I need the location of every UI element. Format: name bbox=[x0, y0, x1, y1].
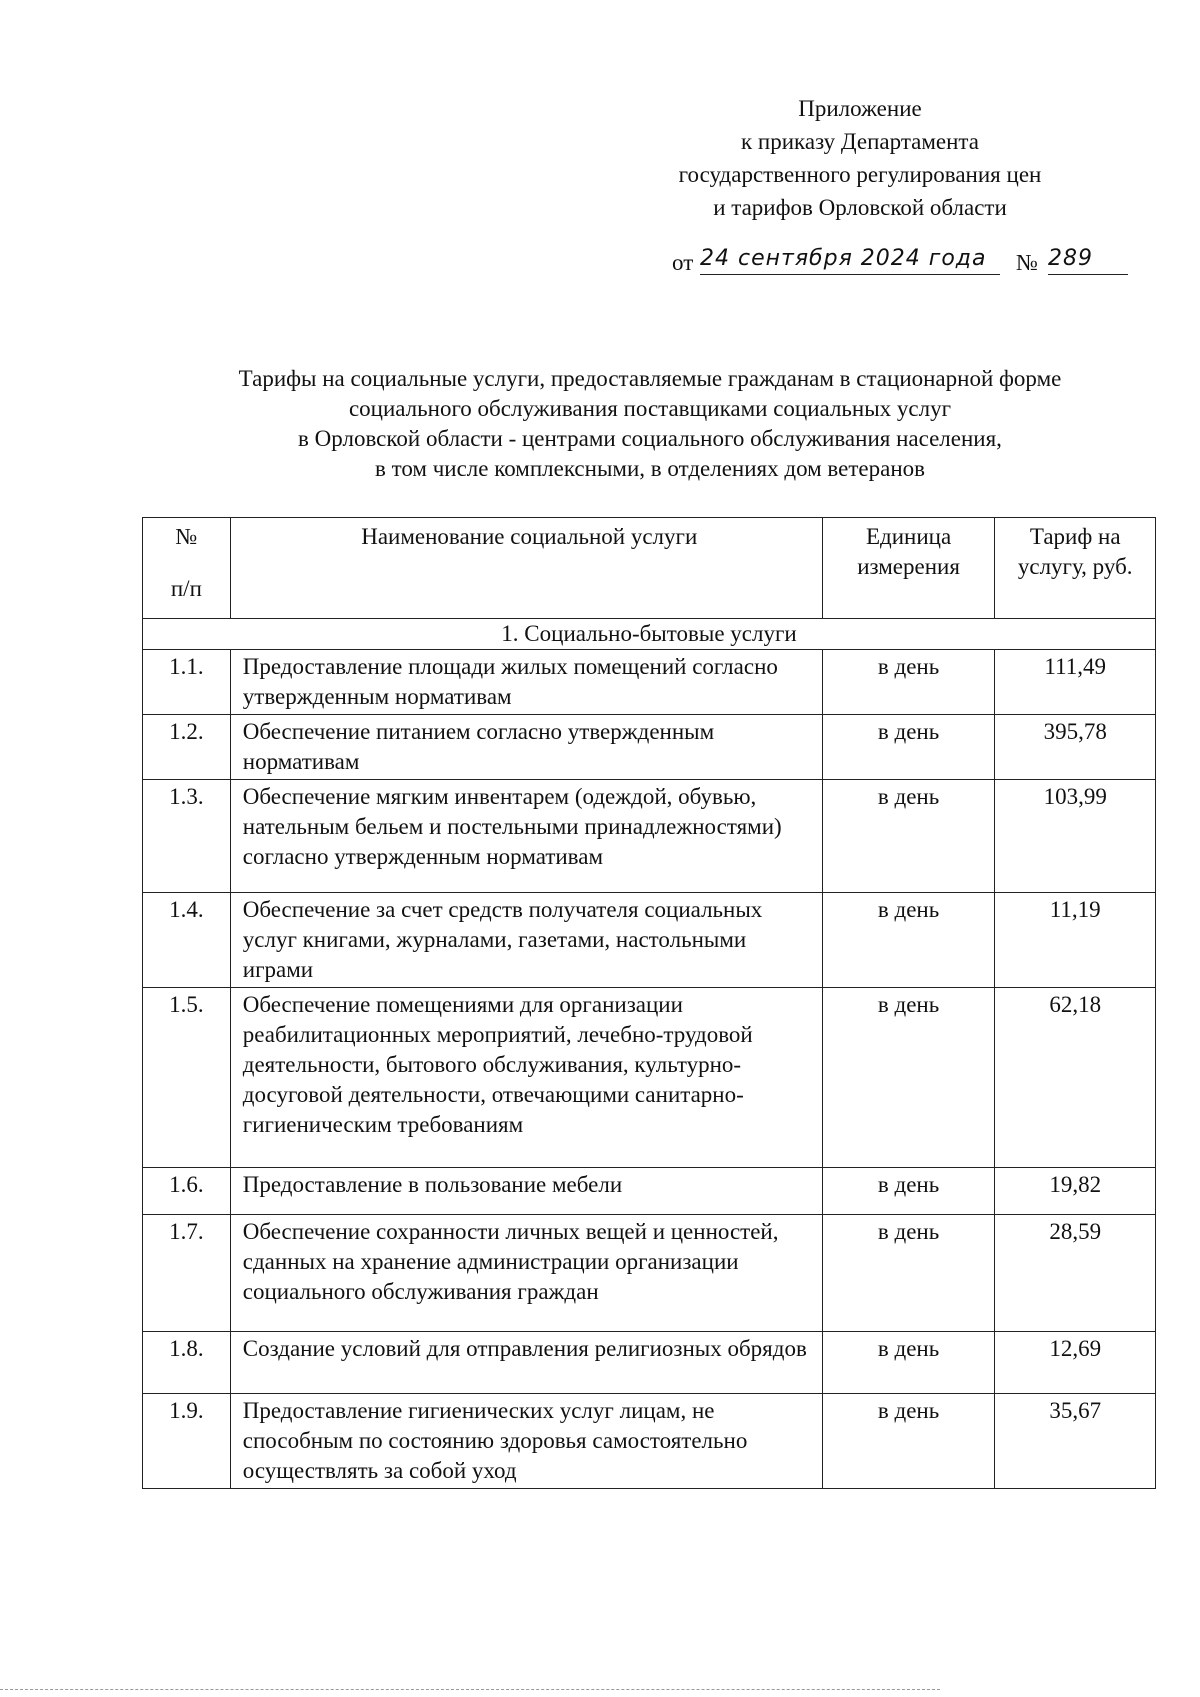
order-reference bbox=[672, 246, 1152, 286]
row-service-name: Создание условий для отправления религиозных обрядов bbox=[230, 1332, 822, 1394]
appendix-header bbox=[600, 92, 1120, 224]
section-row bbox=[143, 619, 1156, 650]
row-unit: в день bbox=[822, 988, 995, 1168]
row-number: 1.7. bbox=[143, 1215, 231, 1332]
row-number: 1.6. bbox=[143, 1168, 231, 1215]
header-number-pp: п/п bbox=[170, 576, 202, 601]
handwritten-order-number: 289 bbox=[1048, 246, 1128, 275]
row-unit: в день bbox=[822, 1168, 995, 1215]
row-unit: в день bbox=[822, 1332, 995, 1394]
title-line: в Орловской области - центрами социального обслуживания населения, bbox=[298, 426, 1002, 451]
row-tariff: 395,78 bbox=[995, 715, 1156, 780]
header-line: государственного регулирования цен bbox=[678, 162, 1042, 187]
row-unit: в день bbox=[822, 893, 995, 988]
row-service-name: Предоставление в пользование мебели bbox=[230, 1168, 822, 1215]
row-unit: в день bbox=[822, 715, 995, 780]
header-line: Приложение bbox=[798, 96, 922, 121]
row-number: 1.3. bbox=[143, 780, 231, 893]
row-service-name: Обеспечение мягким инвентарем (одеждой, обувью, нательным бельем и постельными принадлежностями) согласно утвержденным нормативам bbox=[230, 780, 822, 893]
row-unit: в день bbox=[822, 780, 995, 893]
order-from-label: от bbox=[672, 250, 694, 275]
row-service-name: Обеспечение за счет средств получателя социальных услуг книгами, журналами, газетами, настольными играми bbox=[230, 893, 822, 988]
table-row bbox=[143, 715, 1156, 780]
order-number-label: № bbox=[1016, 250, 1038, 275]
table-row bbox=[143, 1332, 1156, 1394]
row-tariff: 111,49 bbox=[995, 650, 1156, 715]
header-line: к приказу Департамента bbox=[741, 129, 979, 154]
row-tariff: 103,99 bbox=[995, 780, 1156, 893]
row-tariff: 11,19 bbox=[995, 893, 1156, 988]
header-unit: Единица измерения bbox=[822, 518, 995, 619]
row-number: 1.9. bbox=[143, 1394, 231, 1489]
scan-edge-line bbox=[0, 1689, 940, 1690]
row-number: 1.5. bbox=[143, 988, 231, 1168]
row-tariff: 35,67 bbox=[995, 1394, 1156, 1489]
table-row bbox=[143, 1215, 1156, 1332]
header-service-name: Наименование социальной услуги bbox=[230, 518, 822, 619]
table-row bbox=[143, 988, 1156, 1168]
table-row bbox=[143, 1168, 1156, 1215]
row-number: 1.4. bbox=[143, 893, 231, 988]
section-title: 1. Социально-бытовые услуги bbox=[143, 619, 1156, 650]
row-service-name: Предоставление площади жилых помещений согласно утвержденным нормативам bbox=[230, 650, 822, 715]
header-line: и тарифов Орловской области bbox=[713, 195, 1007, 220]
row-tariff: 28,59 bbox=[995, 1215, 1156, 1332]
header-number bbox=[143, 518, 231, 619]
document-title bbox=[110, 364, 1190, 484]
row-number: 1.1. bbox=[143, 650, 231, 715]
table-header-row bbox=[143, 518, 1156, 619]
title-line: Тарифы на социальные услуги, предоставляемые гражданам в стационарной форме bbox=[238, 366, 1062, 391]
table-row bbox=[143, 650, 1156, 715]
row-unit: в день bbox=[822, 1394, 995, 1489]
handwritten-date: 24 сентября 2024 года bbox=[700, 246, 1000, 275]
row-number: 1.2. bbox=[143, 715, 231, 780]
header-tariff: Тариф на услугу, руб. bbox=[995, 518, 1156, 619]
table-row bbox=[143, 780, 1156, 893]
row-tariff: 62,18 bbox=[995, 988, 1156, 1168]
row-unit: в день bbox=[822, 1215, 995, 1332]
table-row bbox=[143, 893, 1156, 988]
row-service-name: Обеспечение сохранности личных вещей и ценностей, сданных на хранение администрации организации социального обслуживания граждан bbox=[230, 1215, 822, 1332]
row-service-name: Предоставление гигиенических услуг лицам, не способным по состоянию здоровья самостоятельно осуществлять за собой уход bbox=[230, 1394, 822, 1489]
row-number: 1.8. bbox=[143, 1332, 231, 1394]
row-tariff: 19,82 bbox=[995, 1168, 1156, 1215]
row-unit: в день bbox=[822, 650, 995, 715]
tariff-table bbox=[142, 517, 1156, 1489]
header-number-sign: № bbox=[175, 524, 198, 549]
row-service-name: Обеспечение питанием согласно утвержденным нормативам bbox=[230, 715, 822, 780]
row-tariff: 12,69 bbox=[995, 1332, 1156, 1394]
title-line: социального обслуживания поставщиками социальных услуг bbox=[348, 396, 952, 421]
title-line: в том числе комплексными, в отделениях дом ветеранов bbox=[374, 456, 926, 481]
table-row bbox=[143, 1394, 1156, 1489]
row-service-name: Обеспечение помещениями для организации реабилитационных мероприятий, лечебно-трудовой деятельности, бытового обслуживания, культурно-досуговой деятельности, отвечающими санитарно-гигиеническим требованиям bbox=[230, 988, 822, 1168]
